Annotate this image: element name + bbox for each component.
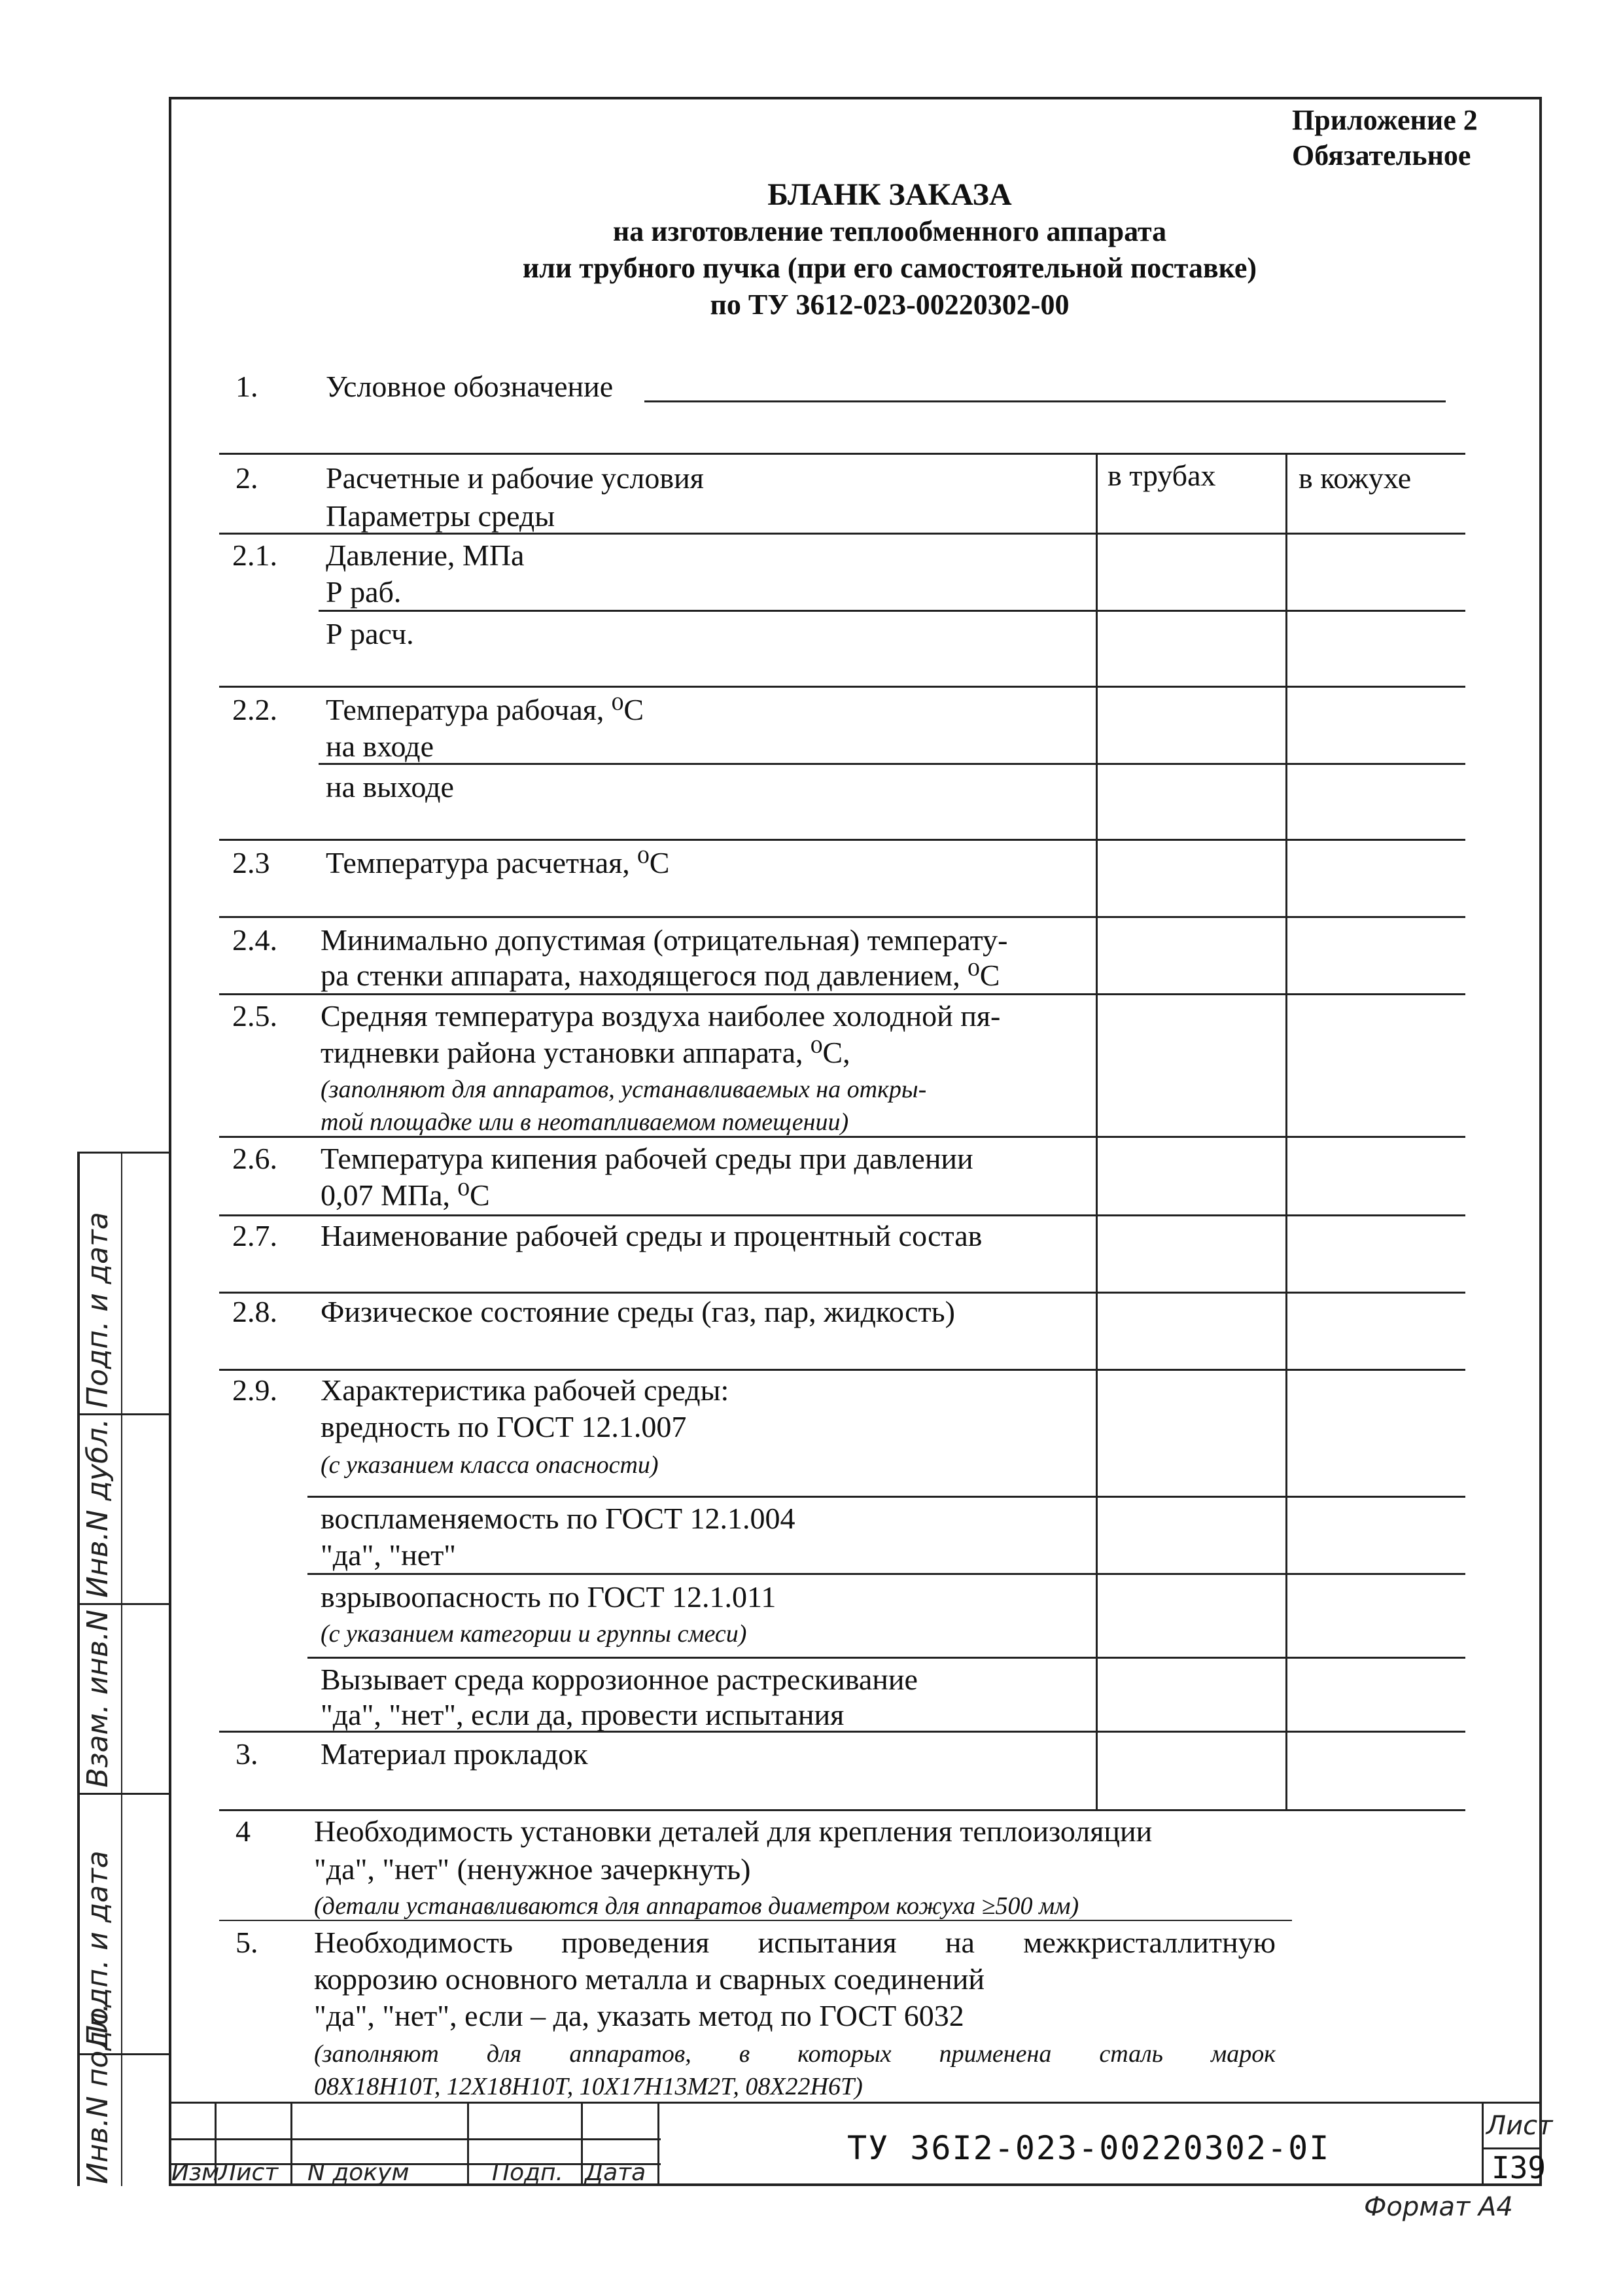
row-label: Физическое состояние среды (газ, пар, жидкость) [321,1295,955,1328]
side-label-inv-podl: Инв.N подл. [81,2003,114,2184]
item1-number: 1. [236,370,258,403]
item5-line: "да", "нет", если – да, указать метод по ГОСТ 6032 [314,1999,964,2032]
row-label: 0,07 МПа, ⁰С [321,1178,490,1212]
form-subtitle-2: или трубного пучка (при его самостоятельной поставке) [522,252,1257,284]
appendix-label: Приложение 2 [1292,104,1478,136]
paper-format: Формат А4 [1364,2192,1513,2222]
item4-number: 4 [236,1814,251,1848]
item4-line: Необходимость установки деталей для крепления теплоизоляции [314,1814,1153,1848]
table-top-line [219,453,1465,455]
row-label: взрывоопасность по ГОСТ 12.1.011 [321,1580,777,1614]
item5-number: 5. [236,1926,258,1959]
col-podp: Подп. [492,2159,563,2186]
row-label: Параметры среды [326,499,555,533]
row-number: 3. [236,1737,258,1771]
row-label: Характеристика рабочей среды: [321,1373,729,1407]
item5-note: 08Х18Н10Т, 12Х18Н10Т, 10Х17Н13М2Т, 08Х22Н6Т) [314,2073,863,2100]
row-note: (заполняют для аппаратов, устанавливаемых на откры- [321,1076,927,1103]
item5-line: коррозию основного металла и сварных соединений [314,1962,985,1996]
form-subtitle-1: на изготовление теплообменного аппарата [612,215,1167,247]
side-label-podp-date-2: Подп. и дата [81,1212,114,1408]
row-label: "да", "нет" [321,1538,457,1572]
item1-label: Условное обозначение [326,370,614,403]
row-label: Давление, МПа [326,539,525,572]
col-header-tubes: в трубах [1108,459,1216,492]
row-label: ра стенки аппарата, находящегося под давлением, ⁰С [321,959,1000,992]
col-header-shell: в кожухе [1299,461,1412,495]
side-label-vzam-inv: Взам. инв.N [81,1610,114,1788]
appendix-status: Обязательное [1292,139,1471,171]
row-number: 2.4. [232,923,277,957]
row-number: 2.9. [232,1373,277,1407]
form-title: БЛАНК ЗАКАЗА [767,177,1012,212]
row-label: на выходе [326,770,454,804]
row-label: Материал прокладок [321,1737,588,1771]
side-label-inv-dubl: Инв.N дубл. [81,1418,114,1598]
row-number: 2.7. [232,1219,277,1252]
item4-separator [219,1920,1292,1921]
row-number: 2.8. [232,1295,277,1328]
row-note: (с указанием категории и группы смеси) [321,1620,747,1648]
sheet-label: Лист [1486,2111,1553,2141]
item5-note: (заполняют для аппаратов, в которых применена сталь марок [314,2040,1276,2068]
row-label: "да", "нет", если да, провести испытания [321,1698,845,1731]
row-label: Вызывает среда коррозионное растрескивание [321,1663,918,1696]
row-label: Наименование рабочей среды и процентный состав [321,1219,983,1252]
row-label: Температура кипения рабочей среды при давлении [321,1142,973,1175]
table-divider-2 [1285,453,1287,1809]
row-label: Температура расчетная, ⁰С [326,846,670,879]
row-number: 2.3 [232,846,270,879]
document-code: ТУ 36I2-023-00220302-0I [847,2129,1331,2167]
row-number: 2.1. [232,539,277,572]
row-note: (с указанием класса опасности) [321,1451,659,1479]
col-n-dokum: N докум [307,2159,410,2186]
item4-note: (детали устанавливаются для аппаратов диаметром кожуха ≥500 мм) [314,1892,1079,1920]
form-subtitle-3: по ТУ 3612-023-00220302-00 [710,289,1070,321]
row-label: Р раб. [326,575,402,609]
row-label: вредность по ГОСТ 12.1.007 [321,1410,687,1443]
row-number: 2.2. [232,693,277,726]
row-label: воспламеняемость по ГОСТ 12.1.004 [321,1502,795,1535]
item4-line: "да", "нет" (ненужное зачеркнуть) [314,1852,751,1886]
col-data: Дата [585,2159,646,2186]
row-label: на входе [326,730,434,763]
row-label: Средняя температура воздуха наиболее холодной пя- [321,999,1001,1033]
col-list: Лист [218,2159,279,2186]
row-label: Температура рабочая, ⁰С [326,693,644,726]
sheet-number: I39 [1492,2150,1546,2185]
table-divider-1 [1096,453,1098,1809]
row-number: 2.6. [232,1142,277,1175]
item1-fill-line[interactable] [644,400,1446,402]
side-label-podp-date: Подп. и дата [81,1850,114,2047]
row-number: 2.5. [232,999,277,1033]
row-label: тидневки района установки аппарата, ⁰С, [321,1036,850,1069]
row-number: 2. [236,461,258,495]
item5-line: Необходимость проведения испытания на межкристаллитную [314,1926,1276,1959]
row-label: Р расч. [326,617,414,650]
row-note: той площадке или в неотапливаемом помещении) [321,1108,849,1136]
row-label: Расчетные и рабочие условия [326,461,704,495]
row-label: Минимально допустимая (отрицательная) температу- [321,923,1008,957]
col-izm: Изм [171,2159,220,2186]
